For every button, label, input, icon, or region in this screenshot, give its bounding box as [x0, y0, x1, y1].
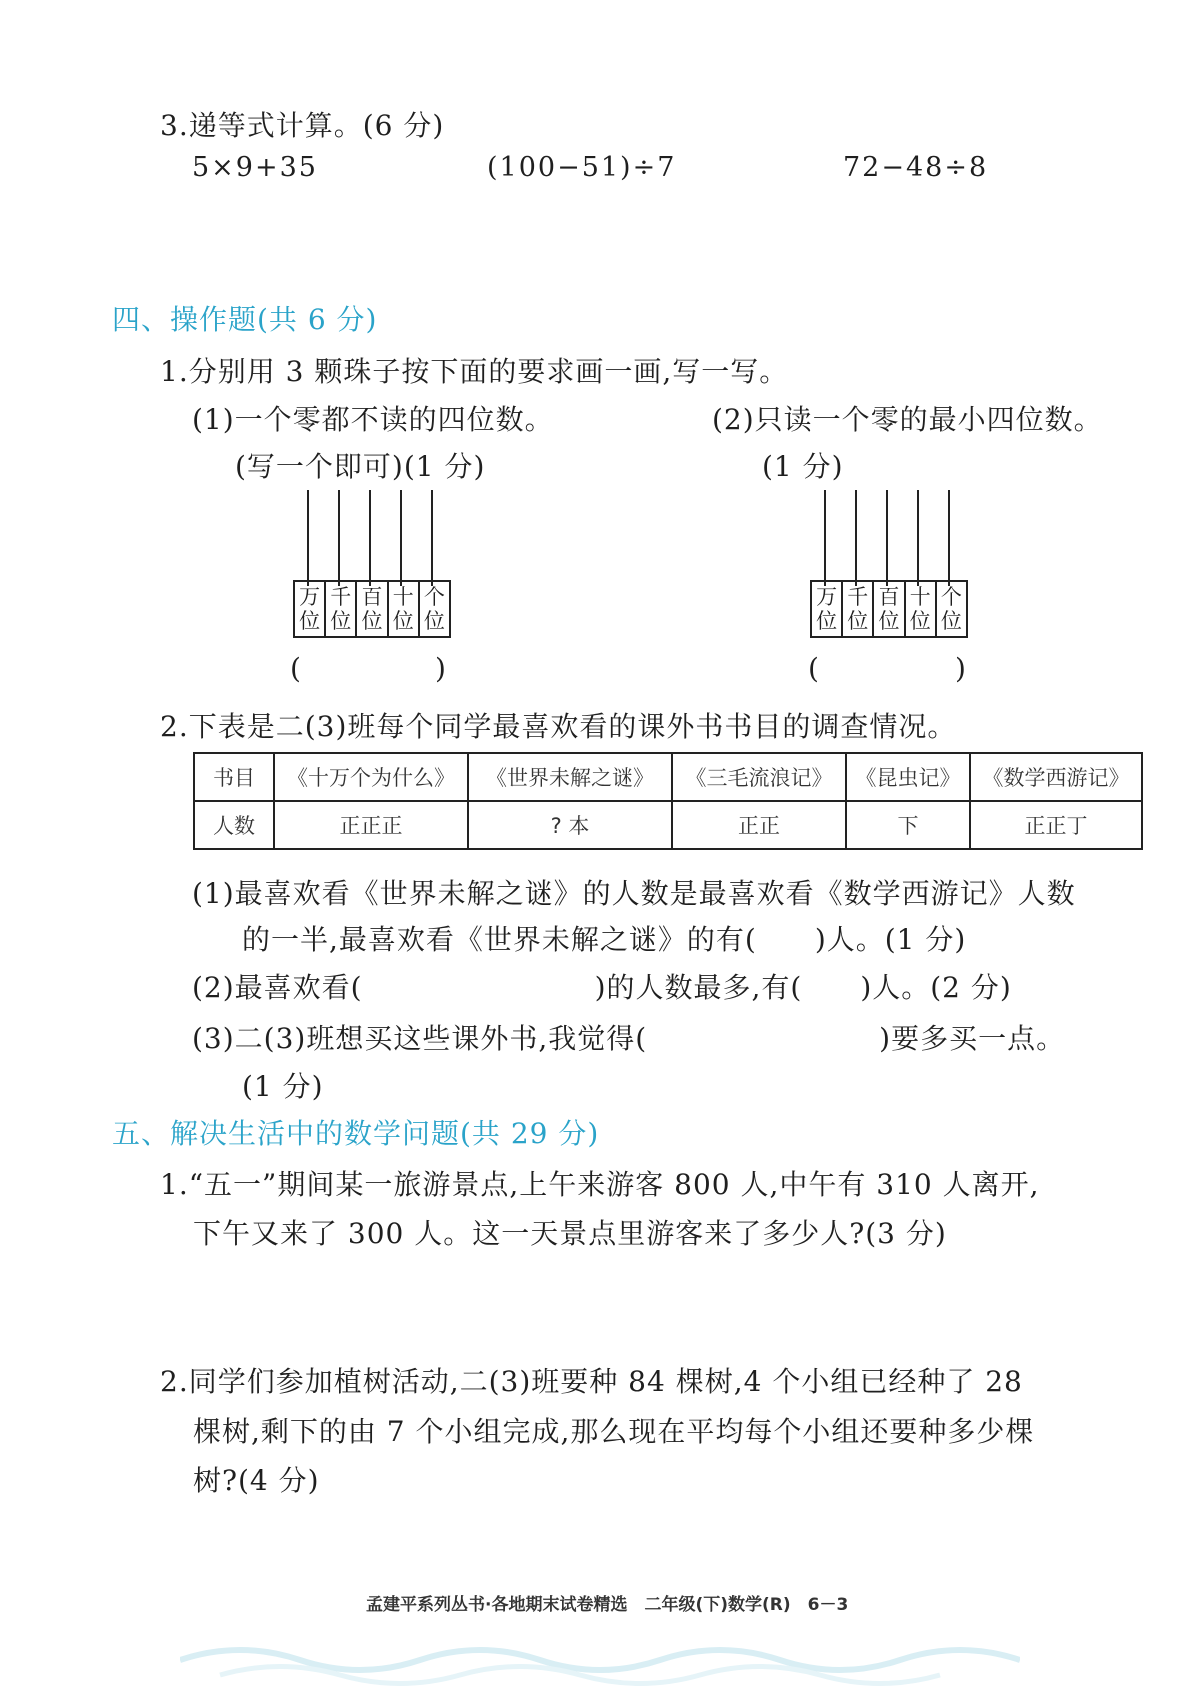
abacus-right[interactable] [810, 490, 970, 640]
place-label-wan: 万 位 [295, 582, 326, 636]
table-cell: ? 本 [468, 801, 672, 849]
table-cell: 正正丁 [970, 801, 1142, 849]
place-label-qian: 千 位 [843, 582, 874, 636]
answer-blank-right-close[interactable]: ) [955, 652, 967, 685]
answer-blank-left-close[interactable]: ) [435, 652, 447, 685]
section-5-q2-line1: 2.同学们参加植树活动,二(3)班要种 84 棵树,4 个小组已经种了 28 [160, 1365, 1023, 1398]
q2-sub3-score: (1 分) [242, 1070, 324, 1103]
section-5-q2-line2: 棵树,剩下的由 7 个小组完成,那么现在平均每个小组还要种多少棵 [193, 1415, 1035, 1448]
answer-blank-right-open: ( [808, 652, 820, 685]
table-row [194, 801, 1142, 849]
page-footer: 孟建平系列丛书·各地期末试卷精选 二年级(下)数学(R) 6－3 [366, 1595, 849, 1615]
abacus-rod [307, 490, 309, 586]
place-label-shi: 十 位 [906, 582, 937, 636]
table-cell: 正正 [672, 801, 846, 849]
abacus-rod [400, 490, 402, 586]
book-survey-table [193, 752, 1143, 850]
table-cell: 正正正 [274, 801, 468, 849]
place-label-shi: 十 位 [389, 582, 420, 636]
abacus-place-labels [293, 580, 451, 638]
expression-3: 72−48÷8 [843, 152, 989, 183]
answer-blank-left-open: ( [290, 652, 302, 685]
section-5-q2-line3: 树?(4 分) [193, 1464, 320, 1497]
section-5-q1-line2: 下午又来了 300 人。这一天景点里游客来了多少人?(3 分) [193, 1217, 947, 1250]
footer-wave-decoration [180, 1630, 1020, 1690]
place-label-ge: 个 位 [940, 585, 962, 633]
place-label-ge: 个 位 [423, 585, 445, 633]
table-cell: 《世界未解之谜》 [468, 753, 672, 801]
abacus-rod [338, 490, 340, 586]
q2-sub1-line1: (1)最喜欢看《世界未解之谜》的人数是最喜欢看《数学西游记》人数 [192, 877, 1076, 910]
table-row [194, 753, 1142, 801]
question-3-title: 3.递等式计算。(6 分) [160, 109, 445, 142]
q1-part1-score: (写一个即可)(1 分) [235, 450, 486, 483]
abacus-rod [886, 490, 888, 586]
table-cell: 《昆虫记》 [846, 753, 970, 801]
section-4-heading: 四、操作题(共 6 分) [112, 303, 378, 336]
place-label-wan: 万 位 [812, 582, 843, 636]
q2-sub3[interactable]: (3)二(3)班想买这些课外书,我觉得( )要多买一点。 [192, 1022, 1066, 1055]
q2-sub2[interactable]: (2)最喜欢看( )的人数最多,有( )人。(2 分) [192, 971, 1012, 1004]
q1-part2-text: (2)只读一个零的最小四位数。 [712, 403, 1103, 436]
table-cell: 《十万个为什么》 [274, 753, 468, 801]
abacus-rod [948, 490, 950, 586]
section-5-heading: 五、解决生活中的数学问题(共 29 分) [112, 1117, 600, 1150]
q2-sub1-line2[interactable]: 的一半,最喜欢看《世界未解之谜》的有( )人。(1 分) [242, 923, 967, 956]
q1-part2-score: (1 分) [762, 450, 844, 483]
table-cell: 《三毛流浪记》 [672, 753, 846, 801]
place-label-bai: 百 位 [874, 582, 905, 636]
abacus-rod [369, 490, 371, 586]
abacus-rod [855, 490, 857, 586]
abacus-rod [431, 490, 433, 586]
abacus-left[interactable] [293, 490, 453, 640]
abacus-rod [917, 490, 919, 586]
section-5-q1-line1: 1.“五一”期间某一旅游景点,上午来游客 800 人,中午有 310 人离开, [160, 1168, 1040, 1201]
expression-2: (100−51)÷7 [487, 152, 677, 183]
section-4-q1-prompt: 1.分别用 3 颗珠子按下面的要求画一画,写一写。 [160, 355, 789, 388]
table-cell: 下 [846, 801, 970, 849]
place-label-bai: 百 位 [357, 582, 388, 636]
place-label-qian: 千 位 [326, 582, 357, 636]
expression-1: 5×9+35 [192, 152, 318, 183]
section-4-q2-prompt: 2.下表是二(3)班每个同学最喜欢看的课外书书目的调查情况。 [160, 710, 957, 743]
table-cell: 《数学西游记》 [970, 753, 1142, 801]
table-cell: 人数 [194, 801, 274, 849]
abacus-place-labels [810, 580, 968, 638]
table-cell: 书目 [194, 753, 274, 801]
q1-part1-text: (1)一个零都不读的四位数。 [192, 403, 554, 436]
abacus-rod [824, 490, 826, 586]
